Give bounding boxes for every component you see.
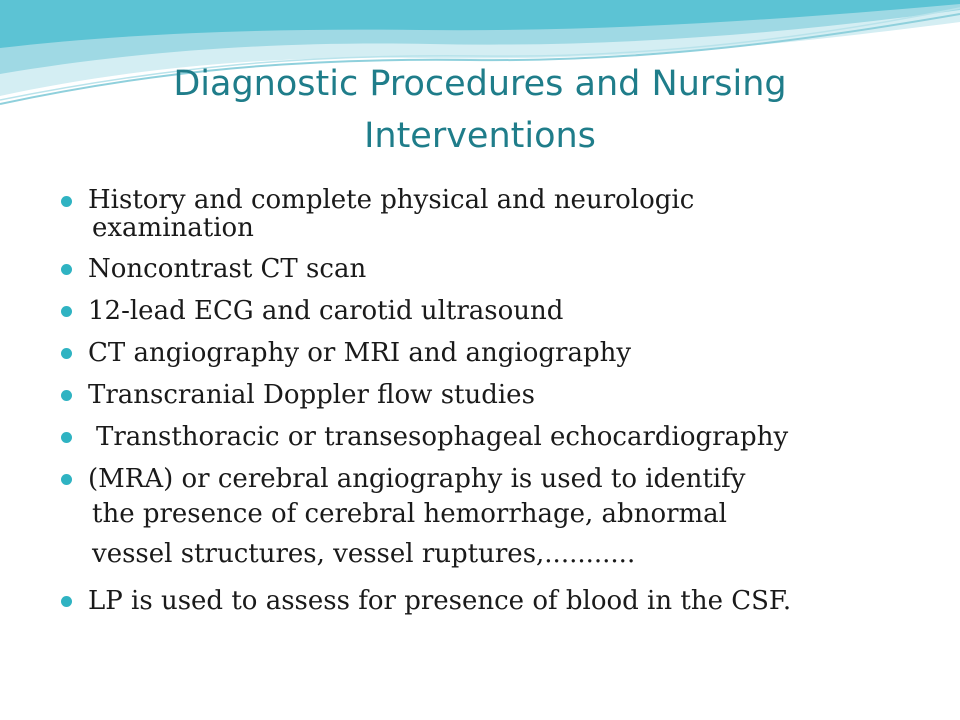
bullet-dot-icon: [61, 306, 72, 317]
bullet-text-line: Noncontrast CT scan: [88, 254, 367, 284]
bullet-text-line: CT angiography or MRI and angiography: [88, 338, 632, 368]
list-item: [58, 464, 918, 574]
bullet-dot-icon: [61, 390, 72, 401]
list-item: [58, 380, 918, 410]
bullet-dot-icon: [61, 348, 72, 359]
list-item: [58, 254, 918, 284]
bullet-list: [58, 186, 918, 628]
list-item: [58, 422, 918, 452]
list-item: [58, 296, 918, 326]
slide-title: Diagnostic Procedures and Nursing Interventions: [173, 64, 787, 156]
bullet-text-line: the presence of cerebral hemorrhage, abnormal: [92, 499, 727, 529]
bullet-dot-icon: [61, 264, 72, 275]
bullet-dot-icon: [61, 432, 72, 443]
bullet-text-line: History and complete physical and neurologic: [88, 185, 695, 215]
list-item: [58, 586, 918, 616]
bullet-text-line: Transthoracic or transesophageal echocardiography: [96, 422, 789, 452]
bullet-text-line: (MRA) or cerebral angiography is used to identify: [88, 464, 746, 494]
bullet-text-line: LP is used to assess for presence of blood in the CSF.: [88, 586, 792, 616]
list-item: [58, 338, 918, 368]
bullet-text-line: 12-lead ECG and carotid ultrasound: [88, 296, 564, 326]
bullet-text-line: examination: [92, 213, 254, 243]
list-item: [58, 186, 918, 242]
bullet-text-line: Transcranial Doppler flow studies: [88, 380, 535, 410]
bullet-dot-icon: [61, 596, 72, 607]
bullet-text-line: vessel structures, vessel ruptures,...........: [92, 539, 636, 569]
bullet-dot-icon: [61, 474, 72, 485]
bullet-dot-icon: [61, 196, 72, 207]
